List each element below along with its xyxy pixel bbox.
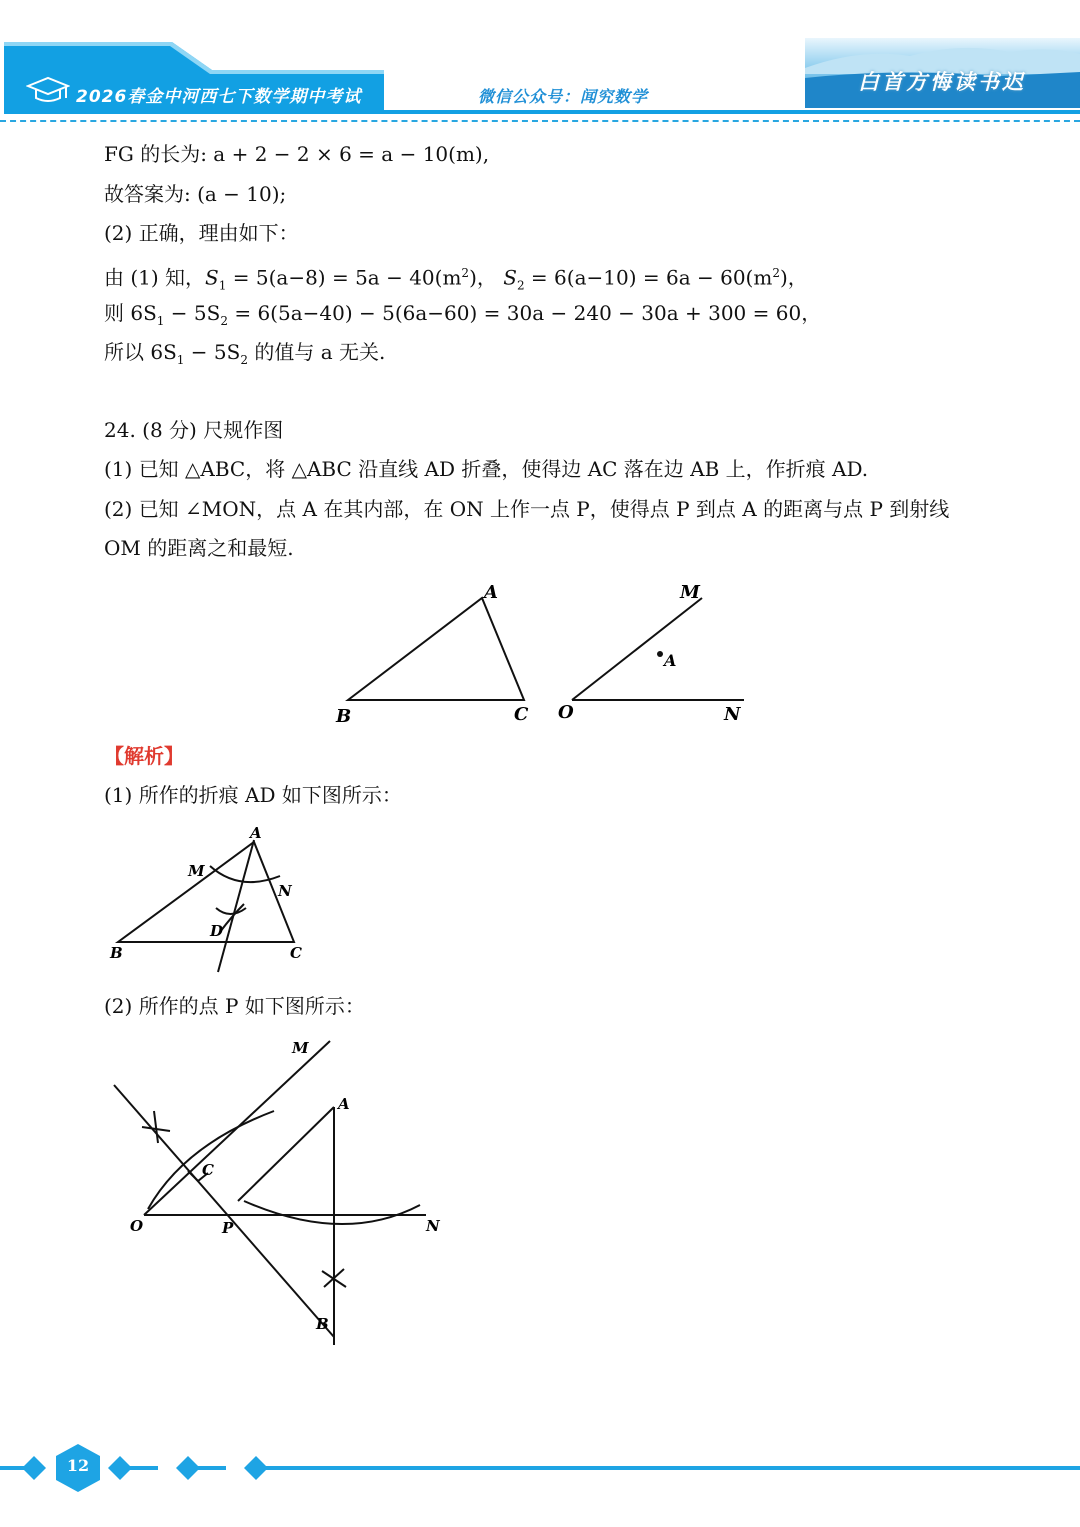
header-slogan: 白首方悔读书迟 bbox=[858, 70, 1026, 94]
conclusion-line: 所以 $6S_1 - 5S_2$ 的值与 a 无关. bbox=[104, 340, 386, 367]
label-m: M bbox=[188, 862, 205, 880]
wechat-account: 微信公众号：闻究数学 bbox=[478, 87, 649, 106]
label-c: C bbox=[202, 1161, 214, 1179]
fold-line-ad bbox=[218, 840, 254, 972]
label-o: O bbox=[558, 702, 574, 723]
analysis-tag: 【解析】 bbox=[104, 744, 184, 768]
answer-part2: (2) 所作的点 P 如下图所示： bbox=[104, 994, 365, 1018]
label-a: A bbox=[484, 582, 498, 603]
arc-right bbox=[244, 1201, 420, 1224]
question-triangle-abc bbox=[348, 598, 524, 700]
footer-decoration bbox=[0, 1440, 1080, 1500]
point-a-dot bbox=[657, 651, 663, 657]
answer-figure-1 bbox=[104, 820, 324, 980]
answer-part1: (1) 所作的折痕 AD 如下图所示： bbox=[104, 783, 402, 807]
fg-length-line: FG 的长为: a + 2 − 2 × 6 = a − 10(m), bbox=[104, 142, 490, 166]
label-b: B bbox=[316, 1315, 329, 1333]
question-24-part1: (1) 已知 △ABC，将 △ABC 沿直线 AD 折叠，使得边 AC 落在边 AB 上，作折痕 AD. bbox=[104, 457, 869, 481]
label-a: A bbox=[664, 651, 677, 670]
question-24-part2-cont: OM 的距离之和最短. bbox=[104, 536, 294, 560]
label-o: O bbox=[130, 1217, 144, 1235]
label-m: M bbox=[292, 1039, 309, 1057]
label-n: N bbox=[278, 882, 292, 900]
arc-intersect-1 bbox=[216, 908, 246, 914]
label-n: N bbox=[724, 704, 741, 725]
question-24-part2: (2) 已知 ∠MON，点 A 在其内部，在 ON 上作一点 P，使得点 P 到点 A 的距离与点 P 到射线 bbox=[104, 497, 950, 521]
header-divider bbox=[0, 120, 1080, 122]
segment-ac bbox=[238, 1107, 334, 1201]
question-figures bbox=[330, 580, 760, 730]
difference-line: 则 $6S_1 - 5S_2 = 6(5a-40) - 5(6a-60) = 30a - 240 - 30a + 300 = 60$， bbox=[104, 301, 822, 328]
page-number: 12 bbox=[66, 1456, 90, 1475]
answer-line: 故答案为: (a − 10); bbox=[104, 182, 287, 206]
question-24-title: 24. (8 分) 尺规作图 bbox=[104, 418, 284, 442]
graduation-cap-icon bbox=[26, 76, 70, 106]
label-p: P bbox=[222, 1219, 234, 1237]
label-a: A bbox=[250, 824, 262, 842]
label-n: N bbox=[426, 1217, 440, 1235]
tick-mark bbox=[154, 1111, 158, 1143]
label-c: C bbox=[290, 944, 302, 962]
triangle-abc bbox=[118, 842, 294, 942]
answer-figure-2 bbox=[104, 1035, 454, 1345]
label-a: A bbox=[338, 1095, 350, 1113]
arc-intersect-2 bbox=[220, 904, 244, 932]
label-b: B bbox=[336, 706, 352, 727]
label-d: D bbox=[210, 922, 224, 940]
label-c: C bbox=[514, 704, 529, 725]
question-angle-mon bbox=[572, 598, 744, 700]
exam-title: 2026春金中河西七下数学期中考试 bbox=[76, 87, 362, 107]
area-formula-line: 由 (1) 知，$S_1 = 5(a-8) = 5a - 40(m^2)$， $S_2 = 6(a-10) = 6a - 60(m^2)$， bbox=[104, 265, 808, 293]
label-m: M bbox=[680, 582, 700, 603]
part2-intro: (2) 正确，理由如下： bbox=[104, 221, 299, 245]
label-b: B bbox=[110, 944, 123, 962]
